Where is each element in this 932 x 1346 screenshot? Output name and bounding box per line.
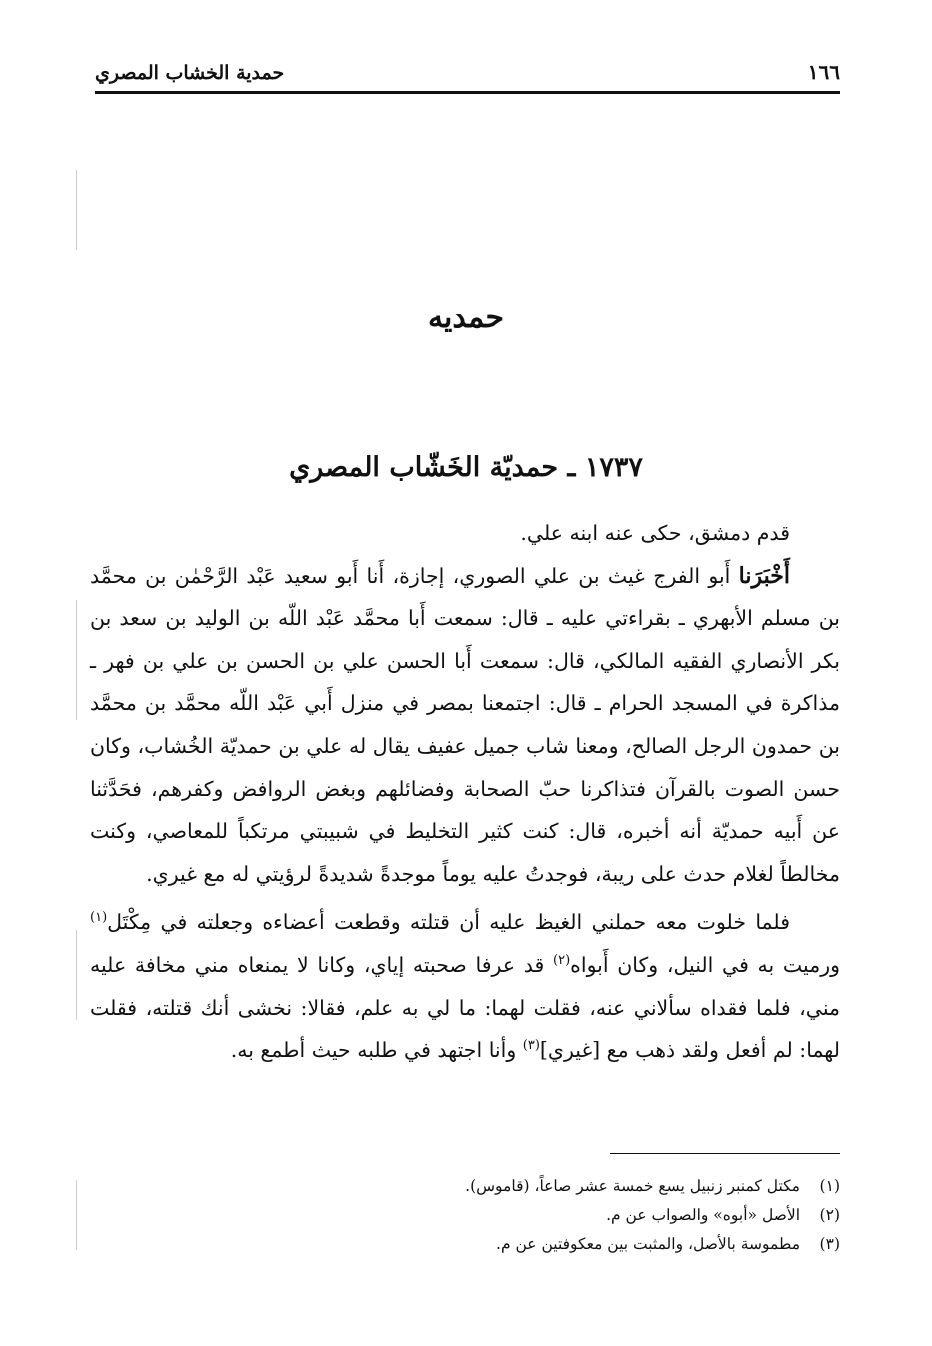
paragraph-2-text-d: وأنا اجتهد في طلبه حيث أطمع به. — [230, 1038, 523, 1063]
footnote-number: (٢) — [819, 1206, 840, 1224]
paragraph-2-text-a: فلما خلوت معه حملني الغيظ عليه أن قتلته وقطعت أعضاءه وجعلته في مِكْتَل — [107, 910, 790, 935]
footnote-number: (٣) — [819, 1235, 840, 1253]
footnote-text: مطموسة بالأصل، والمثبت بين معكوفتين عن م. — [496, 1235, 800, 1253]
lead-word: أَخْبَرَنا — [738, 562, 790, 589]
paragraph-2 — [90, 901, 840, 1071]
scan-gutter-mark — [76, 1180, 77, 1250]
footnote-2 — [100, 1201, 840, 1230]
footnote-text: مكتل كمنبر زنبيل يسع خمسة عشر صاعاً، (قاموس). — [465, 1177, 800, 1195]
entry-title: ١٧٣٧ ـ حمديّة الخَشّاب المصري — [289, 452, 643, 483]
intro-paragraph — [90, 512, 840, 555]
page-header — [95, 58, 840, 88]
running-title: حمدية الخشاب المصري — [95, 62, 285, 84]
scan-gutter-mark — [76, 930, 77, 1020]
footnote-ref-3: (٣) — [522, 1038, 540, 1054]
footnotes — [100, 1172, 840, 1259]
footnote-number: (١) — [819, 1177, 840, 1195]
scan-gutter-mark — [76, 600, 77, 720]
footnote-ref-1: (١) — [90, 910, 108, 926]
footnote-1 — [100, 1172, 840, 1201]
body-text — [90, 512, 840, 1072]
header-rule — [95, 91, 840, 94]
paragraph-2-text-b: ورميت به في النيل، وكان أَبواه — [570, 952, 840, 977]
section-heading — [0, 300, 932, 335]
intro-text: قدم دمشق، حكى عنه ابنه علي. — [520, 521, 790, 545]
footnote-3 — [100, 1230, 840, 1259]
scan-gutter-mark — [76, 170, 77, 250]
paragraph-1 — [90, 555, 840, 896]
paragraph-2-text-c: قد عرفا صحبته إياي، وكانا لا يمنعاه مني مخافة عليه مني، فلما فقداه سألاني عنه، فقلت لهما: ما لي به علم، فقالا: نخشى أنك قتلته، فقلت لهما: لم أفعل ولقد ذهب مع [غيري] — [90, 952, 840, 1063]
footnote-rule — [610, 1153, 840, 1154]
paragraph-1-text: أَبو الفرج غيث بن علي الصوري، إجازة، أَنا أَبو سعيد عَبْد الرَّحْمٰن بن محمَّد بن مسلم الأبهري ـ بقراءتي عليه ـ قال: سمعت أَبا محمَّد عَبْد اللّه بن الوليد بن سعد بن بكر الأنصاري الفقيه المالكي، قال: سمعت أَبا الحسن علي بن الحسن بن علي بن فهر ـ مذاكرة في المسجد الحرام ـ قال: اجتمعنا بمصر في منزل أَبي عَبْد اللّه محمَّد بن محمَّد بن حمدون الرجل الصالح، ومعنا شاب جميل عفيف يقال له علي بن حمديّة الخُشاب، وكان حسن الصوت بالقرآن فتذاكرنا حبّ الصحابة وفضائلهم وبغض الروافض وكفرهم، فحَدَّثنا عن أَبيه حمديّة أنه أخبره، قال: كنت كثير التخليط في شبيبتي مرتكباً للمعاصي، وكنت مخالطاً لغلام حدث على ريبة، فوجدتُ عليه يوماً موجدةً شديدةً لرؤيتي له مع غيري. — [90, 563, 840, 886]
page-number: ١٦٦ — [807, 60, 840, 84]
section-heading-text: حمديه — [427, 300, 505, 335]
footnote-ref-2: (٢) — [553, 953, 571, 969]
footnote-text: الأصل «أبوه» والصواب عن م. — [606, 1206, 800, 1224]
